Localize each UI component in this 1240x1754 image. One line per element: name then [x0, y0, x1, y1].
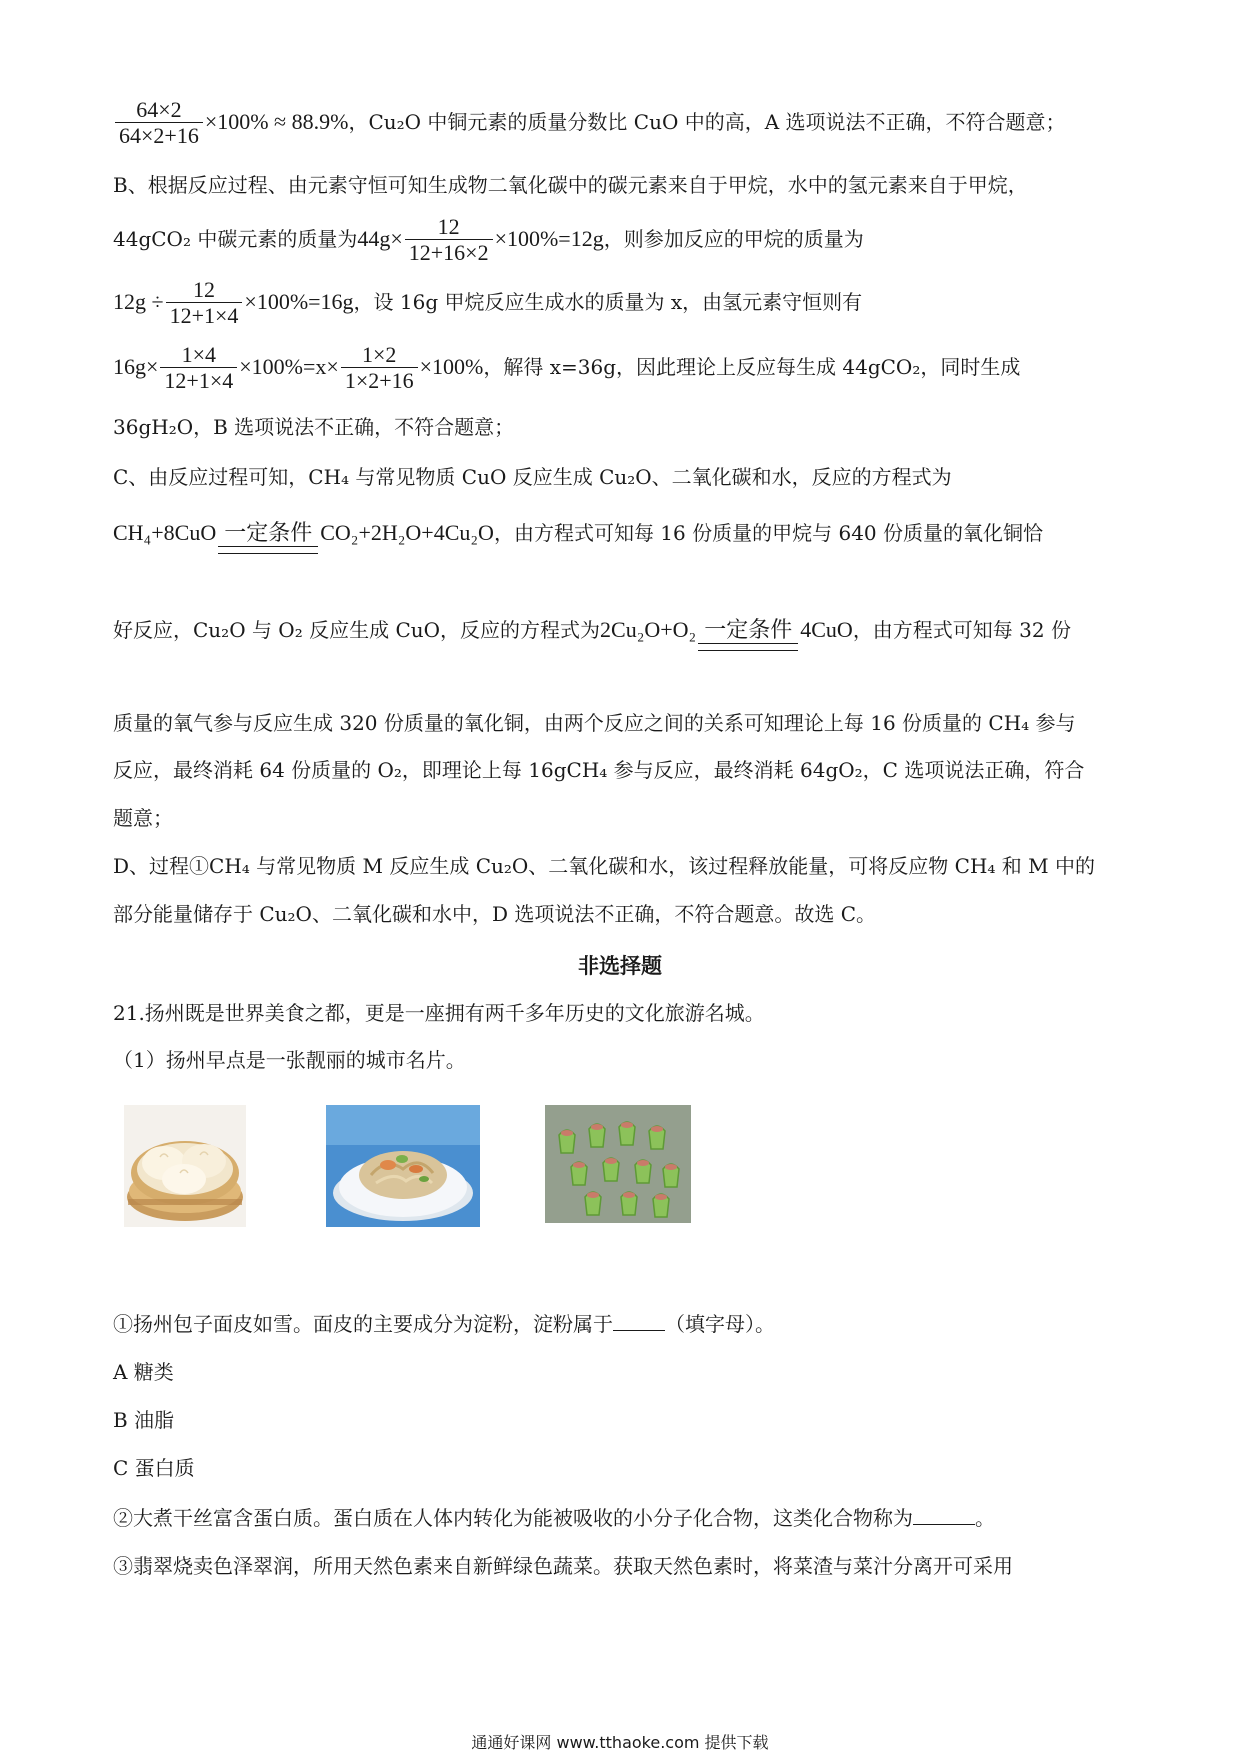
- question-text: 。: [975, 1506, 995, 1530]
- fraction-numerator: 64×2: [136, 97, 182, 122]
- option-a: A 糖类: [113, 1360, 174, 1384]
- option-c-text-line-3: 题意；: [113, 806, 173, 830]
- question-text: ②大煮干丝富含蛋白质。蛋白质在人体内转化为能被吸收的小分子化合物，这类化合物称为: [113, 1506, 913, 1530]
- line-methane-mass: [113, 278, 862, 329]
- question-text: ①扬州包子面皮如雪。面皮的主要成分为淀粉，淀粉属于: [113, 1312, 613, 1336]
- shredded-tofu-dish-photo: [326, 1105, 480, 1227]
- fraction-numerator: 1×4: [181, 342, 217, 367]
- fraction-denominator: 64×2+16: [115, 122, 203, 149]
- line-text: ，由方程式可知每 32 份: [852, 618, 1071, 642]
- fraction-denominator: 12+1×4: [160, 367, 237, 394]
- equals-bars: [218, 546, 318, 554]
- math-expression: ×100%=x×: [239, 354, 339, 379]
- fraction: [405, 215, 493, 266]
- fraction-numerator: 1×2: [362, 342, 397, 367]
- math-expression: ×100%=12g: [494, 226, 604, 251]
- fraction: [160, 343, 237, 394]
- math-expression: ×100%=16g: [244, 289, 354, 314]
- line-carbon-mass: [113, 215, 864, 266]
- answer-blank[interactable]: [613, 1312, 665, 1331]
- fraction: [115, 98, 203, 149]
- question-21-stem: 21.扬州既是世界美食之都，更是一座拥有两千多年历史的文化旅游名城。: [113, 1001, 765, 1025]
- option-b-explanation-line: B、根据反应过程、由元素守恒可知生成物二氧化碳中的碳元素来自于甲烷，水中的氢元素来自于甲烷，: [113, 173, 1028, 197]
- equation-products: CO₂+2H₂O+4Cu₂O: [320, 520, 494, 545]
- fraction-denominator: 1×2+16: [341, 367, 418, 394]
- line-text: 44gCO₂ 中碳元素的质量为: [113, 227, 358, 251]
- line-text: 好反应，Cu₂O 与 O₂ 反应生成 CuO，反应的方程式为: [113, 618, 601, 642]
- footer-watermark: 通通好课网 www.tthaoke.com 提供下载: [471, 1733, 769, 1752]
- answer-blank[interactable]: [913, 1506, 975, 1525]
- fraction-denominator: 12+1×4: [166, 302, 243, 329]
- line-hydrogen-conservation: [113, 343, 1020, 394]
- option-c-text-line-2: 反应，最终消耗 64 份质量的 O₂，即理论上每 16gCH₄ 参与反应，最终消耗 64gO₂，C 选项说法正确，符合: [113, 758, 1085, 782]
- option-c-text-line-1: 质量的氧气参与反应生成 320 份质量的氧化铜，由两个反应之间的关系可知理论上每 16 份质量的 CH₄ 参与: [113, 711, 1076, 735]
- reaction-condition: 一定条件: [224, 520, 313, 546]
- reaction-condition-arrow: [698, 619, 798, 645]
- jade-shumai-photo: [545, 1105, 691, 1223]
- fraction-denominator: 12+16×2: [405, 239, 493, 266]
- math-expression: ×100% ≈ 88.9%: [204, 109, 349, 134]
- equation-2-line: [113, 617, 1071, 645]
- fraction-numerator: 12: [192, 277, 215, 302]
- equation-products: 4CuO: [800, 617, 853, 642]
- question-c-line: ③翡翠烧卖色泽翠润，所用天然色素来自新鲜绿色蔬菜。获取天然色素时，将菜渣与菜汁分离开可采用: [113, 1554, 1013, 1578]
- question-text: （填字母）。: [665, 1312, 775, 1336]
- math-expression: ×100%: [419, 354, 484, 379]
- math-expression: 16g×: [113, 354, 159, 379]
- equals-bars: [698, 643, 798, 651]
- line-text: ，由方程式可知每 16 份质量的甲烷与 640 份质量的氧化铜恰: [493, 521, 1044, 545]
- equation-1-line: [113, 520, 1043, 548]
- reaction-condition: 一定条件: [704, 617, 793, 643]
- section-title: 非选择题: [578, 954, 662, 978]
- fraction: [166, 278, 243, 329]
- option-c-explanation-line: C、由反应过程可知，CH₄ 与常见物质 CuO 反应生成 Cu₂O、二氧化碳和水，反应的方程式为: [113, 465, 952, 489]
- option-b: B 油脂: [113, 1408, 175, 1432]
- question-b-line: [113, 1505, 995, 1531]
- line-text: ，设 16g 甲烷反应生成水的质量为 x，由氢元素守恒则有: [353, 290, 863, 314]
- line-copper-mass-fraction: [113, 98, 1066, 149]
- fraction-numerator: 12: [437, 214, 460, 239]
- option-b-conclusion-line: 36gH₂O，B 选项说法不正确，不符合题意；: [113, 415, 515, 439]
- line-text: ，Cu₂O 中铜元素的质量分数比 CuO 中的高，A 选项说法不正确，不符合题意；: [348, 110, 1066, 134]
- line-text: ，则参加反应的甲烷的质量为: [603, 227, 864, 251]
- option-c: C 蛋白质: [113, 1456, 195, 1480]
- question-21-part-1: （1）扬州早点是一张靓丽的城市名片。: [113, 1048, 466, 1072]
- option-d-text-line-1: D、过程①CH₄ 与常见物质 M 反应生成 Cu₂O、二氧化碳和水，该过程释放能量，可将反应物 CH₄ 和 M 中的: [113, 854, 1095, 878]
- equation-reactants: 2Cu₂O+O₂: [600, 617, 697, 642]
- reaction-condition-arrow: [218, 522, 318, 548]
- fraction: [341, 343, 418, 394]
- line-text: ，解得 x=36g，因此理论上反应每生成 44gCO₂，同时生成: [483, 355, 1021, 379]
- question-a-line: [113, 1311, 775, 1337]
- option-d-text-line-2: 部分能量储存于 Cu₂O、二氧化碳和水中，D 选项说法不正确，不符合题意。故选 C。: [113, 902, 877, 926]
- math-expression: 44g×: [357, 226, 403, 251]
- steamed-buns-photo: [124, 1105, 246, 1227]
- math-expression: 12g ÷: [113, 289, 164, 314]
- equation-reactants: CH₄+8CuO: [113, 520, 217, 545]
